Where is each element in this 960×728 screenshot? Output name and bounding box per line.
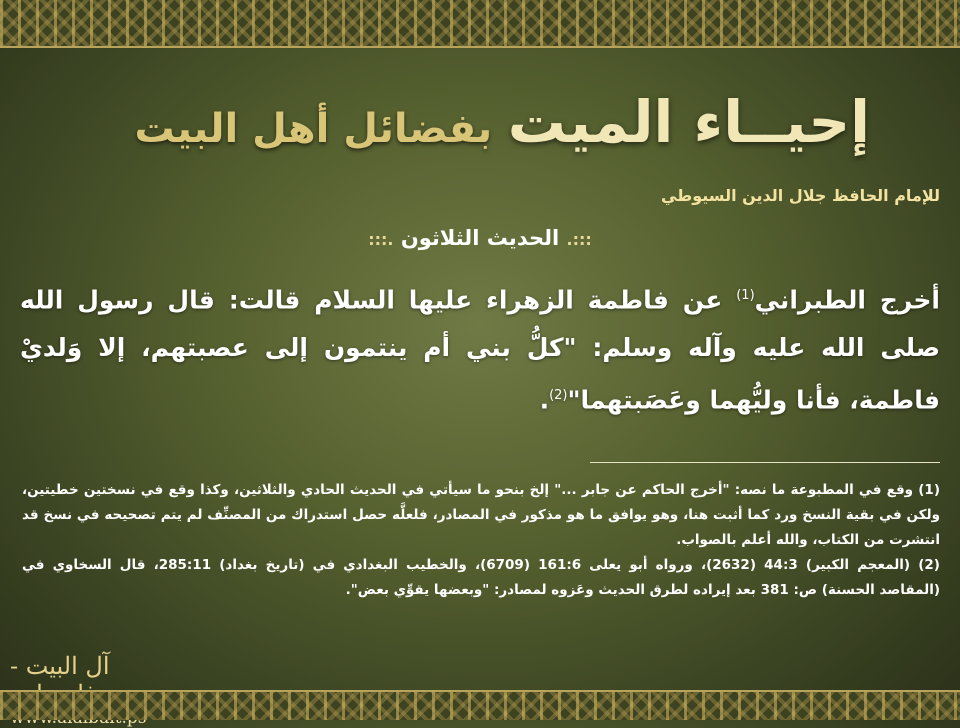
footnote-1: (1) وقع في المطبوعة ما نصه: "أخرج الحاكم عن جابر ..." إلخ بنحو ما سيأتي في الحديث الحادي والثلاثين، وكذا وقع في نسختين خطيتين، ولكن في بقية النسخ ورد كما أثبت هنا، وهو يوافق ما هو مذكور في المصادر، فلعلَّه حصل استدراك من المصنِّف لم يتم تصحيحه في نسخ قد انتشرت من الكتاب، والله أعلم بالصواب. xyxy=(22,482,940,548)
logo-text: آل البيت - xyxy=(10,652,110,680)
hadith-part1: أخرج الطبراني xyxy=(754,285,940,315)
decorative-border-top xyxy=(0,0,960,48)
title-main: إحيــاء الميت xyxy=(507,88,870,156)
hadith-text xyxy=(20,272,940,425)
footnote-2: (2) (المعجم الكبير) 44:3 (2632)، ورواه أبو يعلى 161:6 (6709)، والخطيب البغدادي في (تاريخ بغداد) 285:11، قال السخاوي في (المقاصد الحسنة) ص: 381 بعد إيراده لطرق الحديث وعَزوه لمصادر: "وبعضها يقوِّي بعض". xyxy=(22,557,940,598)
footnote-ref-2: (2) xyxy=(549,388,568,404)
section-deco-left: .::: xyxy=(368,230,394,249)
title-sub: بفضائل أهل البيت xyxy=(134,106,493,152)
section-title: الحديث الثلاثون xyxy=(400,226,560,250)
author-line: للإمام الحافظ جلال الدين السيوطي xyxy=(660,186,940,205)
hadith-part2: عن فاطمة الزهراء عليها السلام قالت: قال رسول الله صلى الله عليه وآله وسلم: "كلُّ بني أم ينتمون إلى عصبتهم، إلا وَلديْ فاطمة، فأنا وليُّهما وعَصَبتهما" xyxy=(20,285,940,415)
footnote-divider xyxy=(590,462,940,463)
section-deco-right: :::. xyxy=(566,230,592,249)
page-title xyxy=(90,88,870,178)
footnote-ref-1: (1) xyxy=(736,288,755,303)
hadith-end: . xyxy=(539,385,550,415)
footnotes xyxy=(22,478,940,603)
decorative-border-bottom xyxy=(0,690,960,720)
section-heading xyxy=(330,226,630,250)
